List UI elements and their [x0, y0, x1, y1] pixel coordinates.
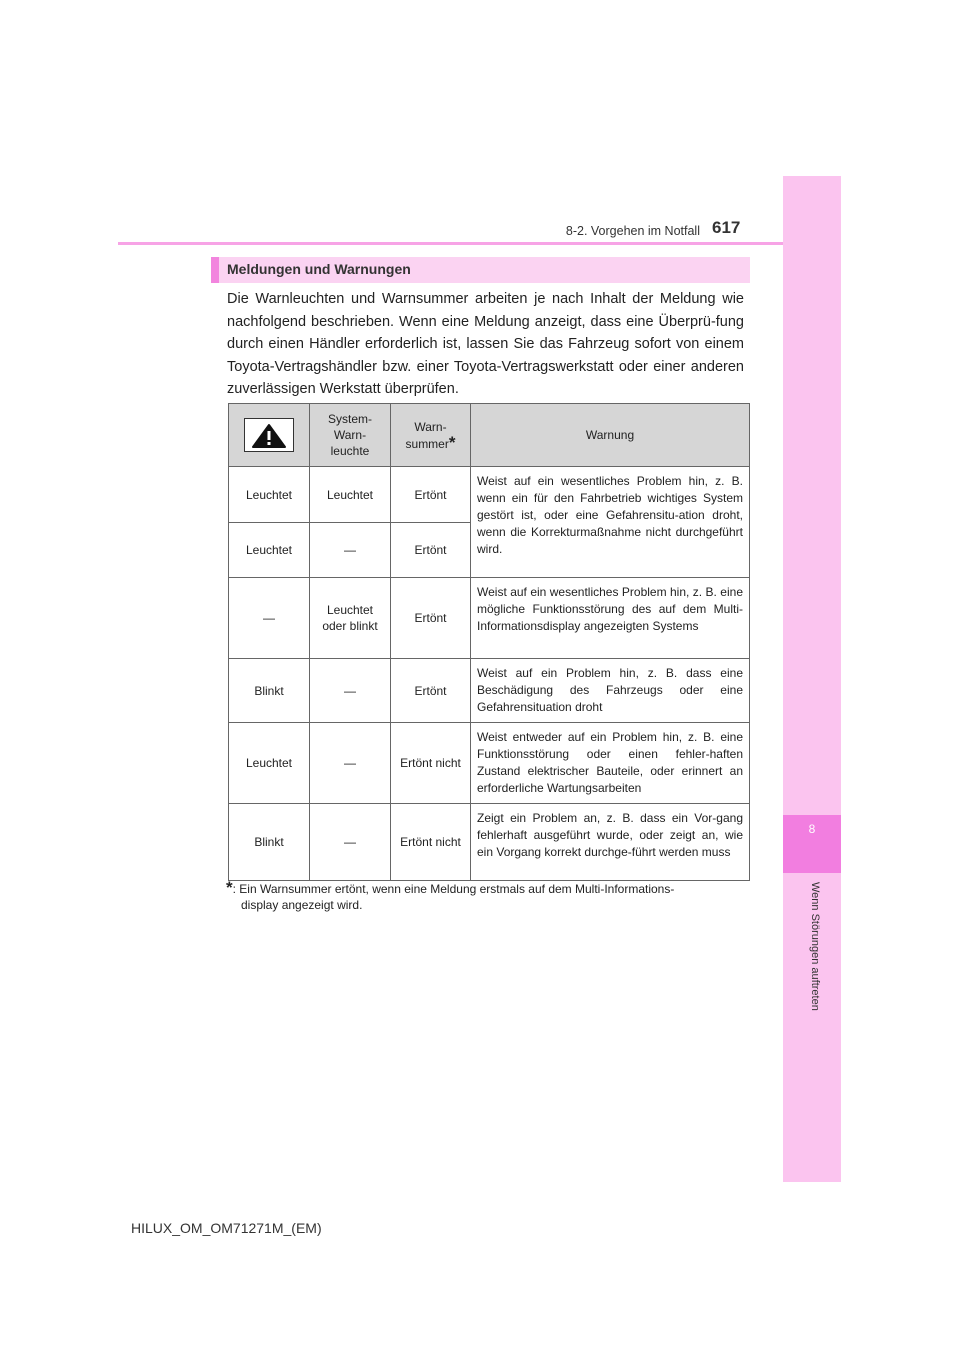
chapter-label: Wenn Störungen auftreten [809, 882, 821, 1011]
cell-description: Weist auf ein wesentliches Problem hin, z. B. eine mögliche Funktionsstörung des auf dem Multi-Informationsdisplay angezeigten Systems [471, 578, 750, 659]
table-row [229, 659, 750, 723]
cell-description: Zeigt ein Problem an, z. B. dass ein Vor-gang fehlerhaft ausgeführt wurde, oder zeigt an, wie ein Vorgang korrekt durchge-führt werden muss [471, 804, 750, 881]
cell-icon-state: Leuchtet [229, 523, 310, 578]
table-footnote [226, 880, 746, 913]
cell-system: — [310, 723, 391, 804]
cell-system: — [310, 659, 391, 723]
cell-buzzer: Ertönt [391, 578, 471, 659]
table-row [229, 467, 750, 523]
cell-buzzer: Ertönt [391, 659, 471, 723]
section-title: 8-2. Vorgehen im Notfall [565, 224, 700, 238]
header-warning: Warnung [471, 404, 750, 467]
cell-buzzer: Ertönt [391, 467, 471, 523]
cell-icon-state: Leuchtet [229, 467, 310, 523]
cell-icon-state: Leuchtet [229, 723, 310, 804]
table-row [229, 723, 750, 804]
page-number: 617 [712, 218, 741, 237]
footnote-marker: * [448, 432, 456, 452]
footnote-line-2: display angezeigt wird. [241, 898, 363, 912]
header-system-light: System- Warn- leuchte [310, 404, 391, 467]
section-heading [211, 257, 750, 283]
header-buzzer: Warn- summer* [391, 404, 471, 467]
cell-buzzer: Ertönt [391, 523, 471, 578]
cell-description: Weist auf ein wesentliches Problem hin, z. B. wenn ein für den Fahrbetrieb wichtiges System gestört ist, oder eine Gefahrensitu-ation droht, wenn die Korrekturmaßnahme nicht durchgeführt wird. [471, 467, 750, 578]
cell-buzzer: Ertönt nicht [391, 804, 471, 881]
cell-system: Leuchtet oder blinkt [310, 578, 391, 659]
cell-icon-state: — [229, 578, 310, 659]
table-row [229, 804, 750, 881]
section-heading-text: Meldungen und Warnungen [227, 261, 411, 277]
cell-system: — [310, 523, 391, 578]
document-code: HILUX_OM_OM71271M_(EM) [131, 1220, 322, 1236]
warning-table [228, 403, 750, 881]
section-heading-bar [211, 257, 219, 283]
cell-system: — [310, 804, 391, 881]
table-row [229, 578, 750, 659]
footnote-star: * [226, 878, 233, 897]
table-header-row [229, 404, 750, 467]
cell-description: Weist entweder auf ein Problem hin, z. B. eine Funktionsstörung oder einen fehler-haften Zustand elektrischer Bauteile, oder erinnert an erforderliche Wartungsarbeiten [471, 723, 750, 804]
cell-icon-state: Blinkt [229, 804, 310, 881]
warning-triangle-icon [244, 418, 294, 452]
cell-description: Weist auf ein Problem hin, z. B. dass eine Beschädigung des Fahrzeugs oder eine Gefahrensituation droht [471, 659, 750, 723]
intro-paragraph: Die Warnleuchten und Warnsummer arbeiten je nach Inhalt der Meldung wie nachfolgend beschrieben. Wenn eine Meldung anzeigt, dass eine Überprü-fung durch einen Händler erforderlich ist, lassen Sie das Fahrzeug sofort von einem Toyota-Vertragshändler bzw. einer Toyota-Vertragswerkstatt oder einer anderen zuverlässigen Werkstatt überprüfen. [227, 291, 744, 397]
cell-icon-state: Blinkt [229, 659, 310, 723]
cell-buzzer: Ertönt nicht [391, 723, 471, 804]
footnote-line-1: : Ein Warnsummer ertönt, wenn eine Meldung erstmals auf dem Multi-Informations- [232, 882, 675, 896]
header-icon-cell [229, 404, 310, 467]
cell-system: Leuchtet [310, 467, 391, 523]
header-rule [118, 242, 783, 245]
chapter-number: 8 [808, 822, 816, 836]
